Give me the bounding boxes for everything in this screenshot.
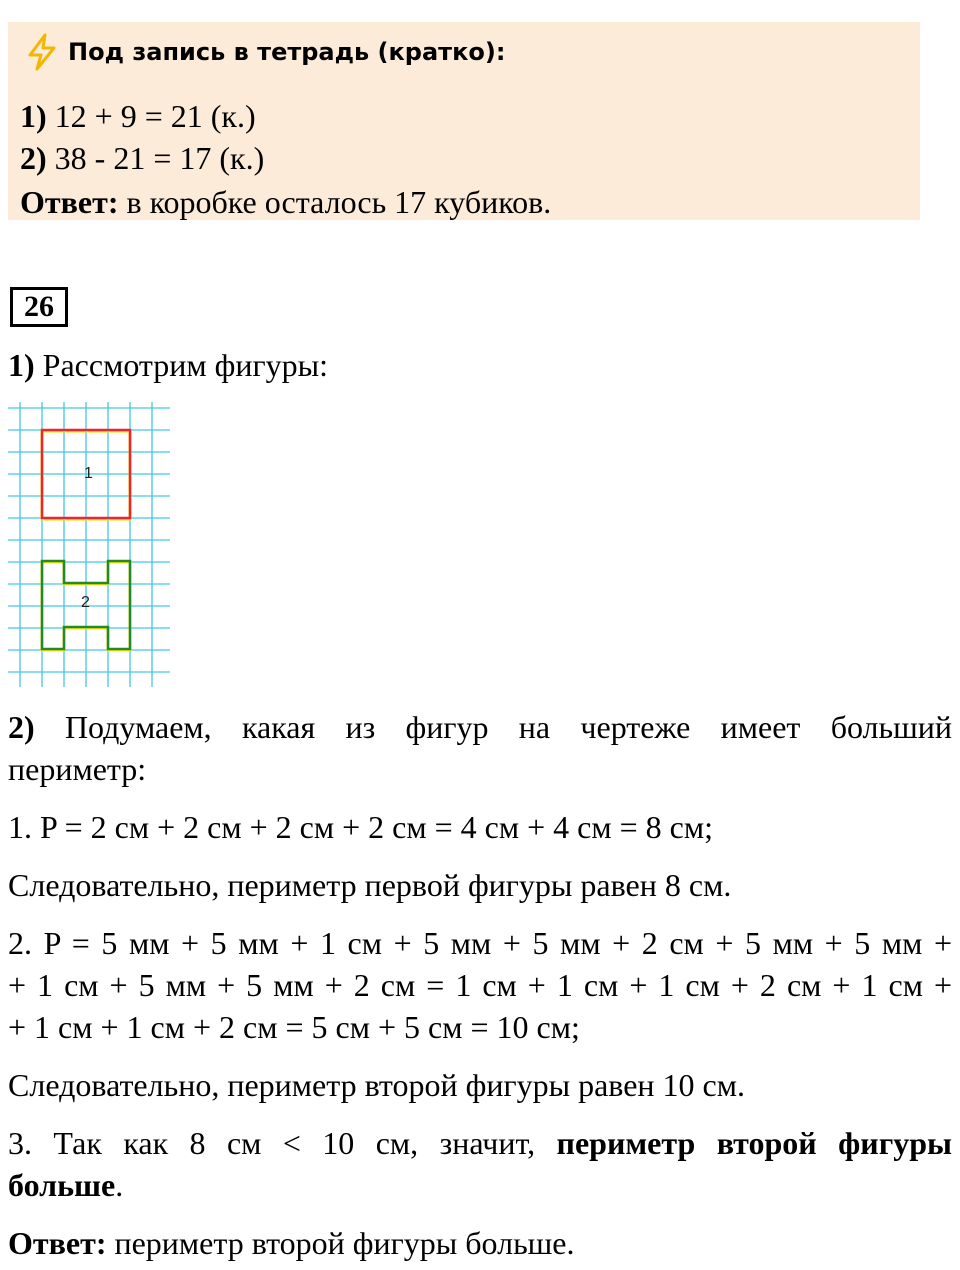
note-answer: Ответ: в коробке осталось 17 кубиков. <box>20 184 552 220</box>
note-step-2: 2) 38 - 21 = 17 (к.) <box>20 140 265 176</box>
conclusion-1: Следовательно, периметр первой фигуры равен 8 см. <box>8 867 732 903</box>
lightning-icon <box>22 32 62 72</box>
figure-2-label: 2 <box>81 594 90 611</box>
calc-2-line-1: 2. P = 5 мм + 5 мм + 1 см + 5 мм + 5 мм + 2 см + 5 мм + 5 мм + <box>8 925 952 961</box>
conclusion-2: Следовательно, периметр второй фигуры равен 10 см. <box>8 1067 745 1103</box>
paragraph-1: 1) Рассмотрим фигуры: <box>8 347 329 383</box>
task-number: 26 <box>10 287 68 327</box>
paragraph-2-line-1: 2) Подумаем, какая из фигур на чертеже имеет больший <box>8 709 952 745</box>
final-answer: Ответ: периметр второй фигуры больше. <box>8 1225 575 1261</box>
paragraph-2-line-2: периметр: <box>8 751 147 787</box>
note-step-1: 1) 12 + 9 = 21 (к.) <box>20 98 256 134</box>
calc-2-line-3: + 1 см + 1 см + 2 см = 5 см + 5 см = 10 см; <box>8 1009 580 1045</box>
note-title <box>22 30 505 74</box>
calc-2-line-2: + 1 см + 5 мм + 5 мм + 2 см = 1 см + 1 см + 1 см + 2 см + 1 см + <box>8 967 952 1003</box>
note-title-text: Под запись в тетрадь (кратко): <box>68 38 506 66</box>
figures-grid <box>8 402 170 687</box>
paragraph-3-line-2: больше. <box>8 1167 124 1203</box>
figure-1-label: 1 <box>84 465 93 482</box>
paragraph-3-line-1: 3. Так как 8 см < 10 см, значит, периметр второй фигуры <box>8 1125 953 1161</box>
calc-1: 1. P = 2 см + 2 см + 2 см + 2 см = 4 см + 4 см = 8 см; <box>8 809 713 845</box>
grid-lines <box>8 402 170 687</box>
